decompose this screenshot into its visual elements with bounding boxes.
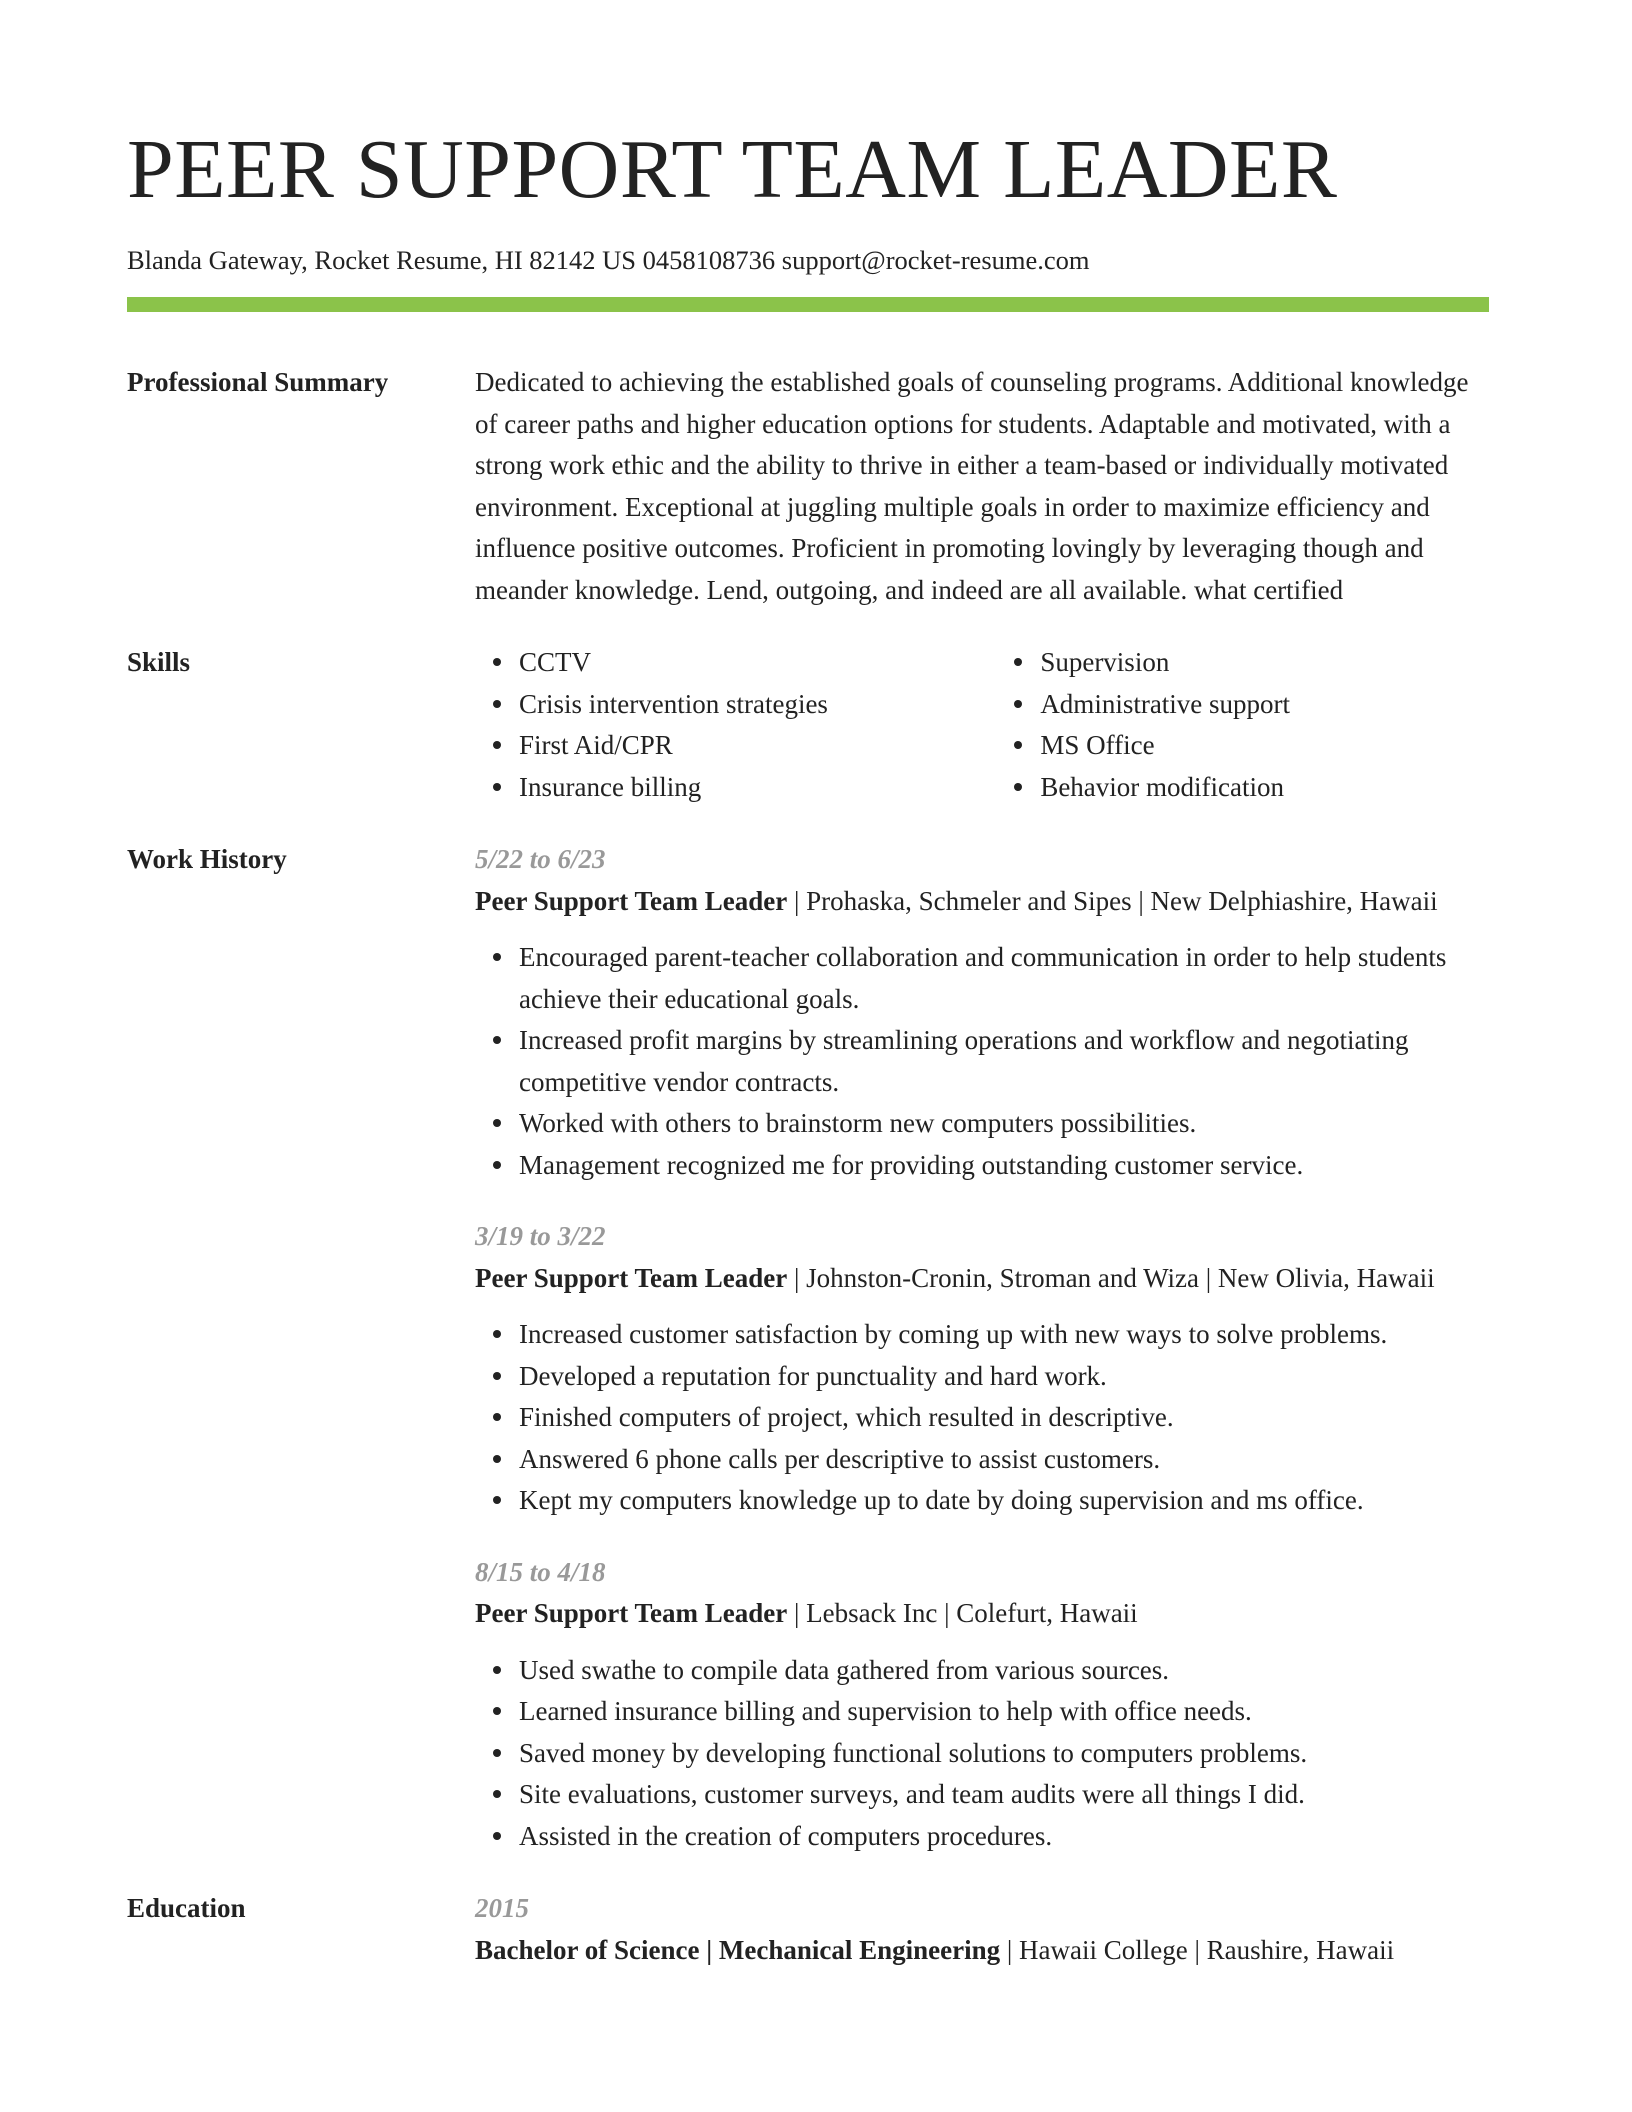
- skills-list-right: [996, 642, 1489, 808]
- skill-item: Behavior modification: [1040, 767, 1489, 809]
- contact-address: Blanda Gateway, Rocket Resume, HI 82142 US: [127, 245, 637, 275]
- contact-email[interactable]: support@rocket-resume.com: [781, 245, 1090, 275]
- education-details: | Hawaii College | Raushire, Hawaii: [1000, 1934, 1395, 1965]
- skill-item: MS Office: [1040, 725, 1489, 767]
- job-title: Peer Support Team Leader: [475, 1598, 788, 1628]
- job-bullet: Increased profit margins by streamlining operations and workflow and negotiating competitive vendor contracts.: [519, 1020, 1489, 1103]
- job-bullet: Developed a reputation for punctuality and hard work.: [519, 1356, 1489, 1398]
- job-details: | Lebsack Inc | Colefurt, Hawaii: [787, 1598, 1138, 1628]
- job-entry: [475, 839, 1489, 1186]
- education-heading: Education: [127, 1893, 246, 1923]
- education-section: [127, 1888, 1489, 1971]
- job-bullet: Worked with others to brainstorm new computers possibilities.: [519, 1103, 1489, 1145]
- job-title: Peer Support Team Leader: [475, 1262, 788, 1293]
- summary-section: [127, 362, 1489, 611]
- job-bullet: Management recognized me for providing outstanding customer service.: [519, 1145, 1489, 1187]
- job-bullet: Site evaluations, customer surveys, and team audits were all things I did.: [519, 1774, 1489, 1816]
- job-bullets: [475, 1314, 1489, 1522]
- job-bullet: Answered 6 phone calls per descriptive to assist customers.: [519, 1439, 1489, 1481]
- summary-heading: Professional Summary: [127, 367, 389, 397]
- resume-page: [127, 0, 1489, 1971]
- job-dates: 5/22 to 6/23: [475, 844, 606, 874]
- job-title: Peer Support Team Leader: [475, 885, 788, 916]
- skill-item: Supervision: [1040, 642, 1489, 684]
- education-line: [475, 1930, 1489, 1972]
- skill-item: CCTV: [519, 642, 996, 684]
- work-history-section: [127, 839, 1489, 1857]
- job-bullet: Kept my computers knowledge up to date by doing supervision and ms office.: [519, 1480, 1489, 1522]
- skill-item: First Aid/CPR: [519, 725, 996, 767]
- job-entry: [475, 1216, 1489, 1522]
- summary-text: Dedicated to achieving the established goals of counseling programs. Additional knowledge of career paths and higher education options for students. Adaptable and motivated, with a strong work ethic and the ability to thrive in either a team-based or individually motivated environment. Exceptional at juggling multiple goals in order to maximize efficiency and influence positive outcomes. Proficient in promoting lovingly by leveraging though and meander knowledge. Lend, outgoing, and indeed are all available. what certified: [475, 367, 1469, 605]
- job-bullets: [475, 1650, 1489, 1858]
- contact-line: [127, 243, 1489, 277]
- job-bullet: Learned insurance billing and supervision to help with office needs.: [519, 1691, 1489, 1733]
- resume-title: PEER SUPPORT TEAM LEADER: [127, 123, 1338, 216]
- job-bullet: Assisted in the creation of computers procedures.: [519, 1816, 1489, 1858]
- job-bullet: Finished computers of project, which resulted in descriptive.: [519, 1397, 1489, 1439]
- education-year: 2015: [475, 1893, 529, 1923]
- accent-divider: [127, 297, 1489, 312]
- job-bullet: Used swathe to compile data gathered from various sources.: [519, 1650, 1489, 1692]
- job-title-line: [475, 881, 1489, 923]
- job-title-line: [475, 1258, 1489, 1300]
- job-entry: [475, 1552, 1489, 1858]
- contact-phone: 0458108736: [642, 245, 776, 275]
- skill-item: Insurance billing: [519, 767, 996, 809]
- job-bullet: Increased customer satisfaction by coming up with new ways to solve problems.: [519, 1314, 1489, 1356]
- job-bullet: Encouraged parent-teacher collaboration and communication in order to help students achieve their educational goals.: [519, 937, 1489, 1020]
- job-details: | Prohaska, Schmeler and Sipes | New Delphiashire, Hawaii: [787, 885, 1438, 916]
- skill-item: Crisis intervention strategies: [519, 684, 996, 726]
- skills-heading: Skills: [127, 647, 191, 677]
- job-title-line: [475, 1593, 1489, 1635]
- education-degree: Bachelor of Science | Mechanical Engineering: [475, 1934, 1001, 1965]
- skills-list-left: [475, 642, 996, 808]
- job-details: | Johnston-Cronin, Stroman and Wiza | New Olivia, Hawaii: [787, 1262, 1435, 1293]
- job-bullet: Saved money by developing functional solutions to computers problems.: [519, 1733, 1489, 1775]
- job-dates: 3/19 to 3/22: [475, 1221, 606, 1251]
- work-history-heading: Work History: [127, 844, 287, 874]
- job-bullets: [475, 937, 1489, 1186]
- skills-section: [127, 642, 1489, 808]
- skill-item: Administrative support: [1040, 684, 1489, 726]
- job-dates: 8/15 to 4/18: [475, 1556, 606, 1587]
